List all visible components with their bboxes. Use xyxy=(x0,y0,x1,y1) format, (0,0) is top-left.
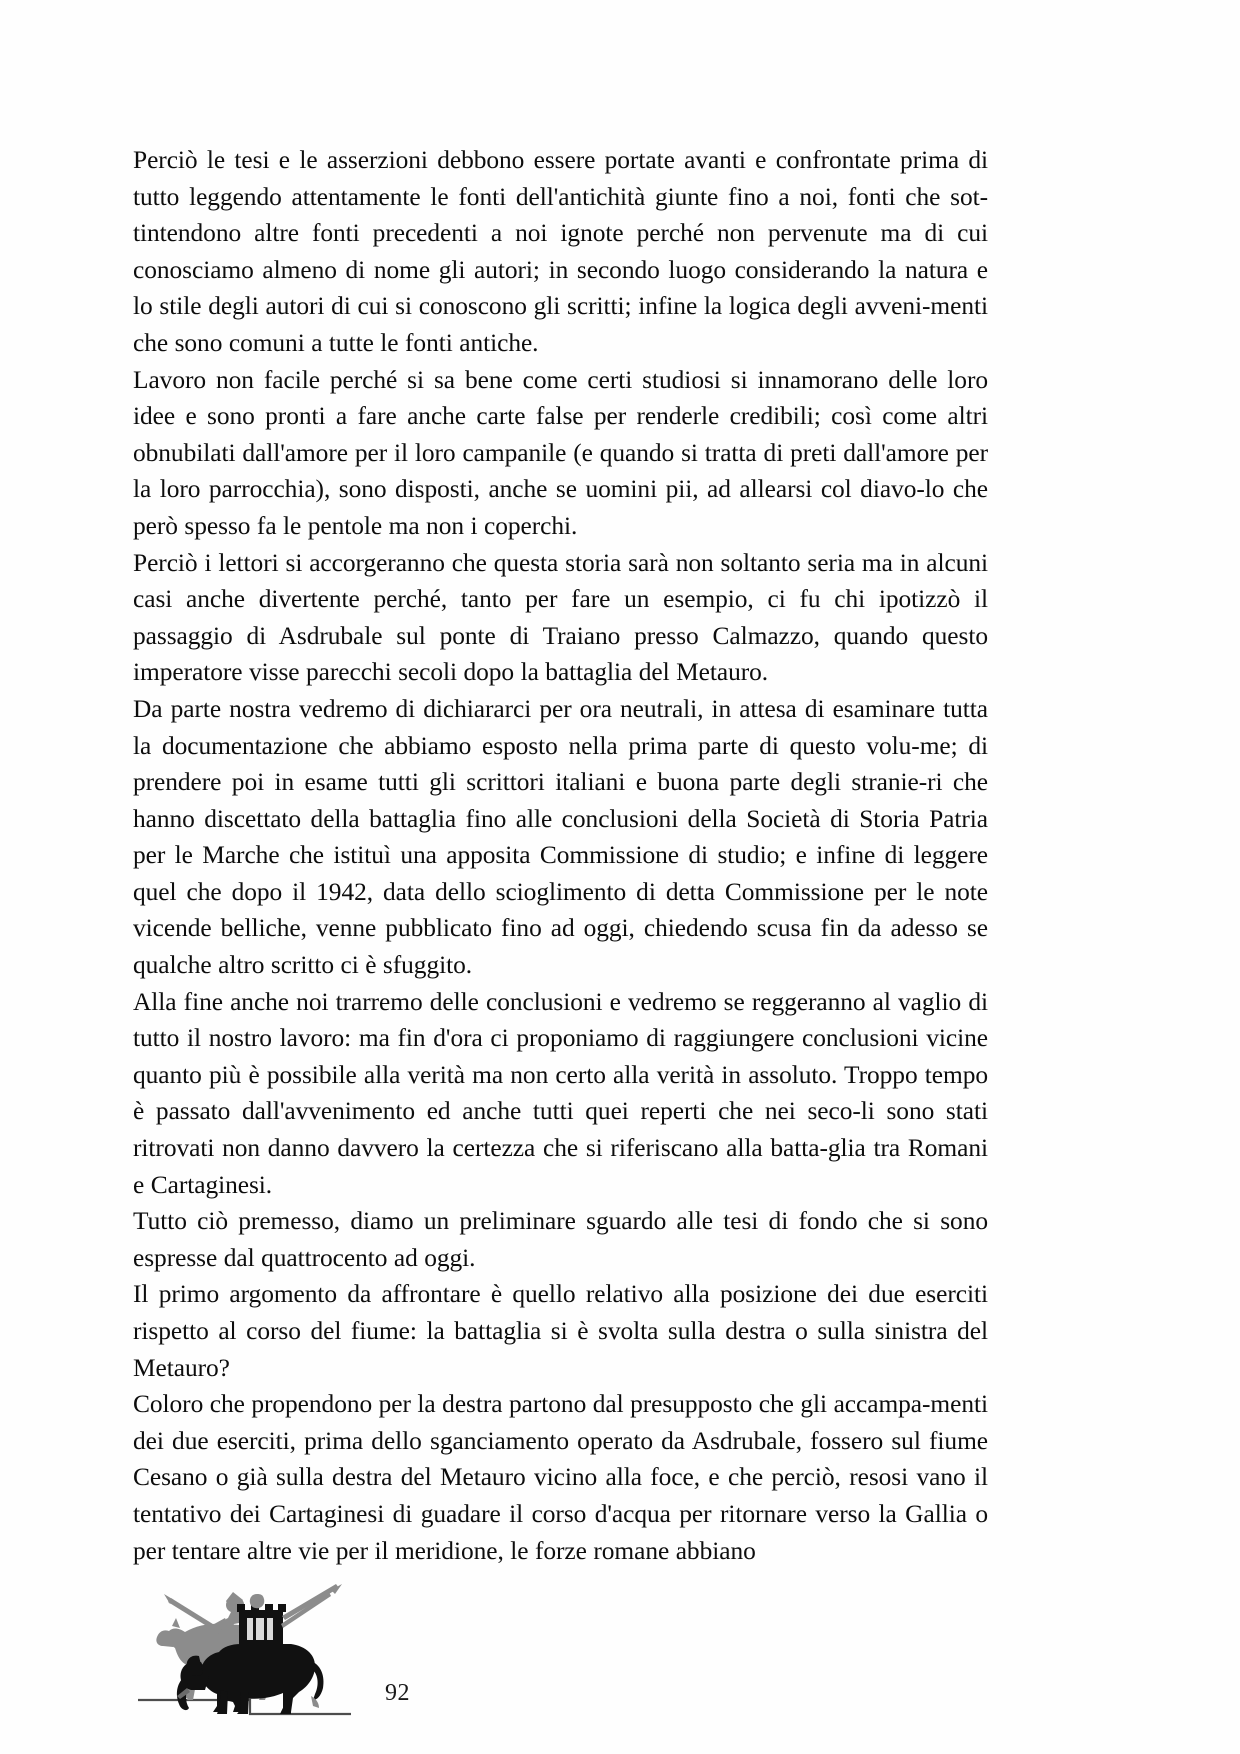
paragraph: Perciò le tesi e le asserzioni debbono essere portate avanti e confrontate prima di tutto leggendo attentamente le fonti dell'antichità giunte fino a noi, fonti che sot-tintendono altre fonti precedenti a noi ignote perché non pervenute ma di cui conosciamo almeno di nome gli autori; in secondo luogo considerando la natura e lo stile degli autori di cui si conoscono gli scritti; infine la logica degli avveni-menti che sono comuni a tutte le fonti antiche. xyxy=(133,146,988,357)
paragraph: Perciò i lettori si accorgeranno che questa storia sarà non soltanto seria ma in alcuni casi anche divertente perché, tanto per fare un esempio, ci fu chi ipotizzò il passaggio di Asdrubale sul ponte di Traiano presso Calmazzo, quando questo imperatore visse parecchi secoli dopo la battaglia del Metauro. xyxy=(133,548,988,687)
paragraph: Il primo argomento da affrontare è quello relativo alla posizione dei due eserciti rispetto al corso del fiume: la battaglia si è svolta sulla destra o sulla sinistra del Metauro? xyxy=(133,1280,988,1382)
page-footer xyxy=(133,1580,633,1730)
paragraph: Coloro che propendono per la destra partono dal presupposto che gli accampa-menti dei due eserciti, prima dello sganciamento operato da Asdrubale, fossero sul fiume Cesano o già sulla destra del Metauro vicino alla foce, e che perciò, resosi vano il tentativo dei Cartaginesi di guadare il corso d'acqua per ritornare verso la Gallia o per tentare altre vie per il meridione, le forze romane abbiano xyxy=(133,1390,988,1565)
page-number: 92 xyxy=(385,1680,410,1706)
paragraph: Da parte nostra vedremo di dichiararci per ora neutrali, in attesa di esaminare tutta la documentazione che abbiamo esposto nella prima parte di questo volu-me; di prendere poi in esame tutti gli scrittori italiani e buona parte degli stranie-ri che hanno discettato della battaglia fino alle conclusioni della Società di Storia Patria per le Marche che istituì una apposita Commissione di studio; e infine di leggere quel che dopo il 1942, data dello scioglimento di detta Commissione per le note vicende belliche, venne pubblicato fino ad oggi, chiedendo scusa fin da adesso se qualche altro scritto ci è sfuggito. xyxy=(133,694,988,980)
paragraph: Tutto ciò premesso, diamo un preliminare sguardo alle tesi di fondo che si sono espresse dal quattrocento ad oggi. xyxy=(133,1207,988,1272)
body-text-column xyxy=(133,142,988,1569)
paragraph: Alla fine anche noi trarremo delle conclusioni e vedremo se reggeranno al vaglio di tutto il nostro lavoro: ma fin d'ora ci proponiamo di raggiungere conclusioni vicine quanto più è possibile alla verità ma non certo alla verità in assoluto. Troppo tempo è passato dall'avvenimento ed anche tutti quei reperti che nei seco-li sono stati ritrovati non danno davvero la certezza che si riferiscano alla batta-glia tra Romani e Cartaginesi. xyxy=(133,987,988,1199)
paragraph: Lavoro non facile perché si sa bene come certi studiosi si innamorano delle loro idee e sono pronti a fare anche carte false per renderle credibili; così come altri obnubilati dall'amore per il loro campanile (e quando si tratta di preti dall'amore per la loro parrocchia), sono disposti, anche se uomini pii, ad allearsi col diavo-lo che però spesso fa le pentole ma non i coperchi. xyxy=(133,365,988,540)
horseman-and-elephant-emblem xyxy=(133,1580,383,1720)
